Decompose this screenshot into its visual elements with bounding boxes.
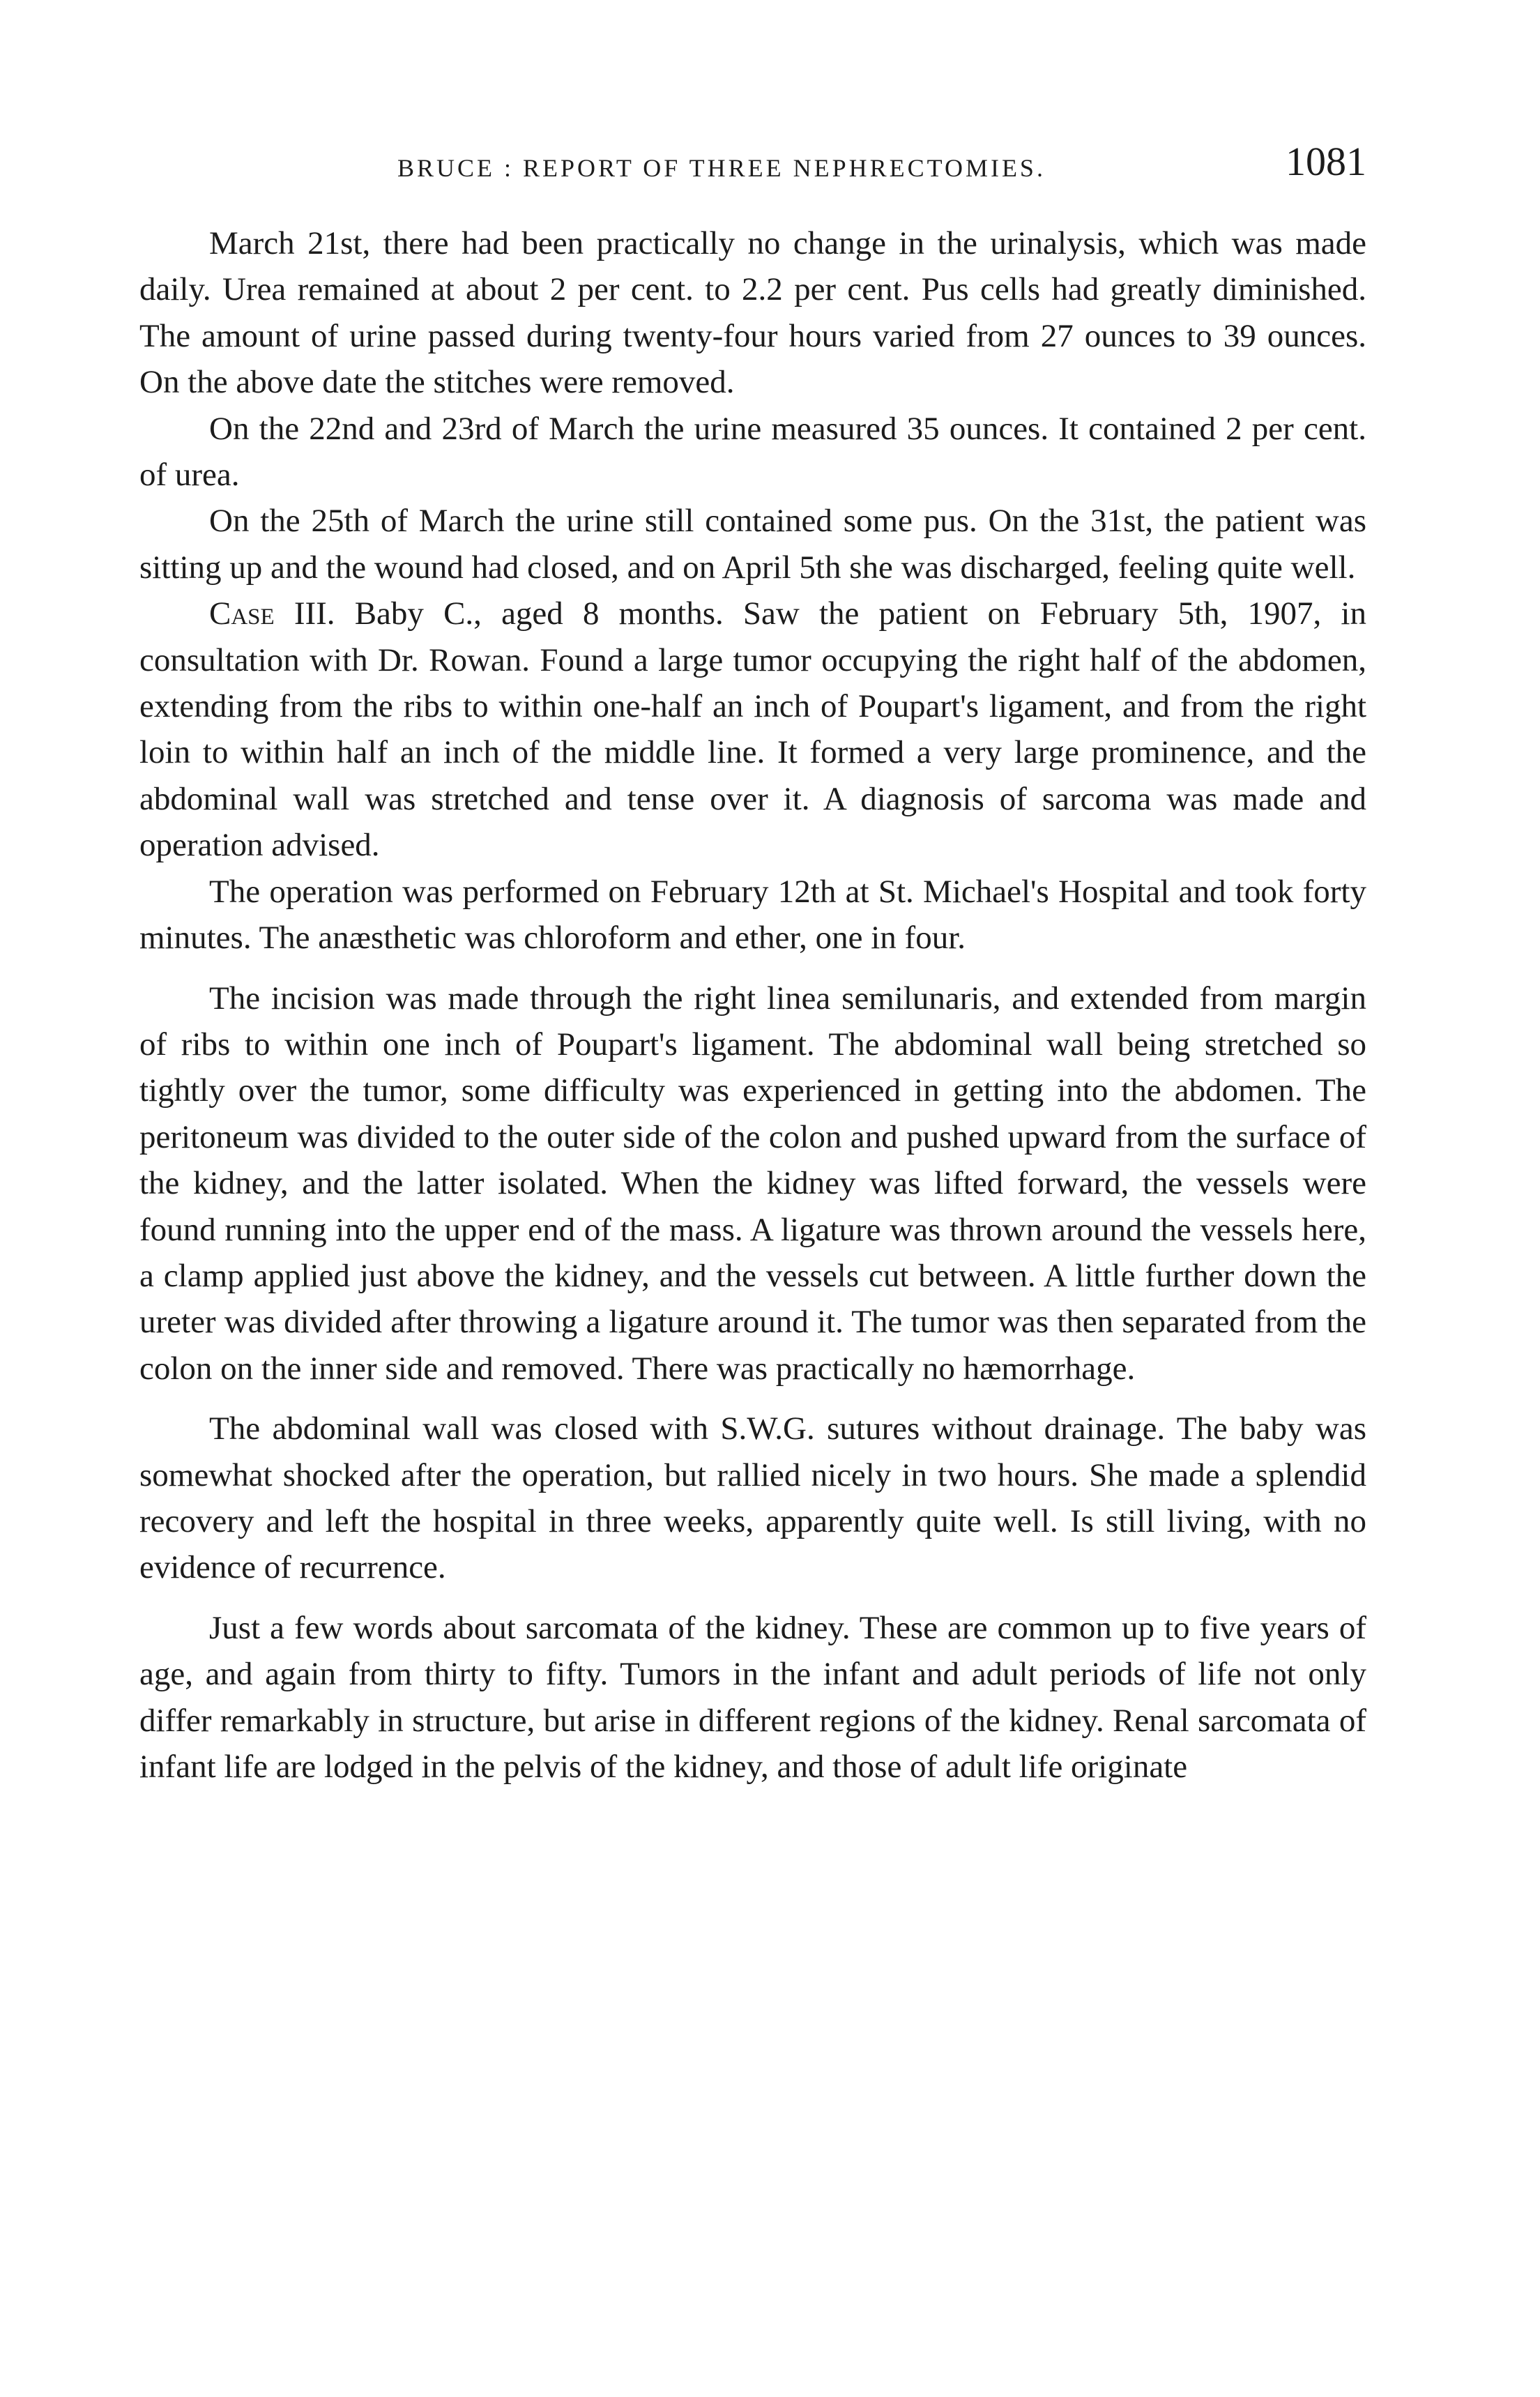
paragraph: The abdominal wall was closed with S.W.G. sutures without drainage. The baby was somewhat shocked after the operation, but rallied nicely in two hours. She made a splendid recovery and left the hospital in three weeks, apparently quite well. Is still living, with no evidence of recurrence.: [139, 1410, 1366, 1586]
paragraph: March 21st, there had been practically no change in the urinalysis, which was made daily. Urea remained at about 2 per cent. to 2.2 per cent. Pus cells had greatly diminished. The amount of urine passed during twenty-four hours varied from 27 ounces to 39 ounces. On the above date the stitches were removed.: [139, 225, 1366, 401]
paragraph: The incision was made through the right linea semilunaris, and extended from margin of ribs to within one inch of Poupart's ligament. The abdominal wall being stretched so tightly over the tumor, some difficulty was experienced in getting into the abdomen. The peritoneum was divided to the outer side of the colon and pushed upward from the surface of the kidney, and the latter isolated. When the kidney was lifted forward, the vessels were found running into the upper end of the mass. A ligature was thrown around the vessels here, a clamp applied just above the kidney, and the vessels cut between. A little further down the ureter was divided after throwing a ligature around it. The tumor was then separated from the colon on the inner side and removed. There was practically no hæmorrhage.: [139, 980, 1366, 1387]
paragraph: On the 22nd and 23rd of March the urine measured 35 ounces. It contained 2 per cent. of urea.: [139, 410, 1366, 494]
case-text: III. Baby C., aged 8 months. Saw the patient on February 5th, 1907, in consultation with Dr. Rowan. Found a large tumor occupying the right half of the abdomen, extending from the ribs to within one-half an inch of Poupart's ligament, and from the right loin to within half an inch of the middle line. It formed a very large prominence, and the abdominal wall was stretched and tense over it. A diagnosis of sarcoma was made and operation advised.: [139, 595, 1366, 864]
paragraph-case-iii: [139, 591, 1366, 868]
paragraph: Just a few words about sarcomata of the kidney. These are common up to five years of age, and again from thirty to fifty. Tumors in the infant and adult periods of life not only differ remarkably in structure, but arise in different regions of the kidney. Renal sarcomata of infant life are lodged in the pelvis of the kidney, and those of adult life originate: [139, 1609, 1366, 1785]
paragraph: On the 25th of March the urine still contained some pus. On the 31st, the patient was sitting up and the wound had closed, and on April 5th she was discharged, feeling quite well.: [139, 503, 1366, 586]
page-number: 1081: [1286, 139, 1366, 184]
case-label: Case: [209, 595, 275, 632]
running-header: [139, 138, 1366, 201]
paragraph: The operation was performed on February 12th at St. Michael's Hospital and took forty minutes. The anæsthetic was chloroform and ether, one in four.: [139, 873, 1366, 957]
running-title: BRUCE : REPORT OF THREE NEPHRECTOMIES.: [397, 154, 1046, 182]
body-text: [139, 220, 1366, 1790]
